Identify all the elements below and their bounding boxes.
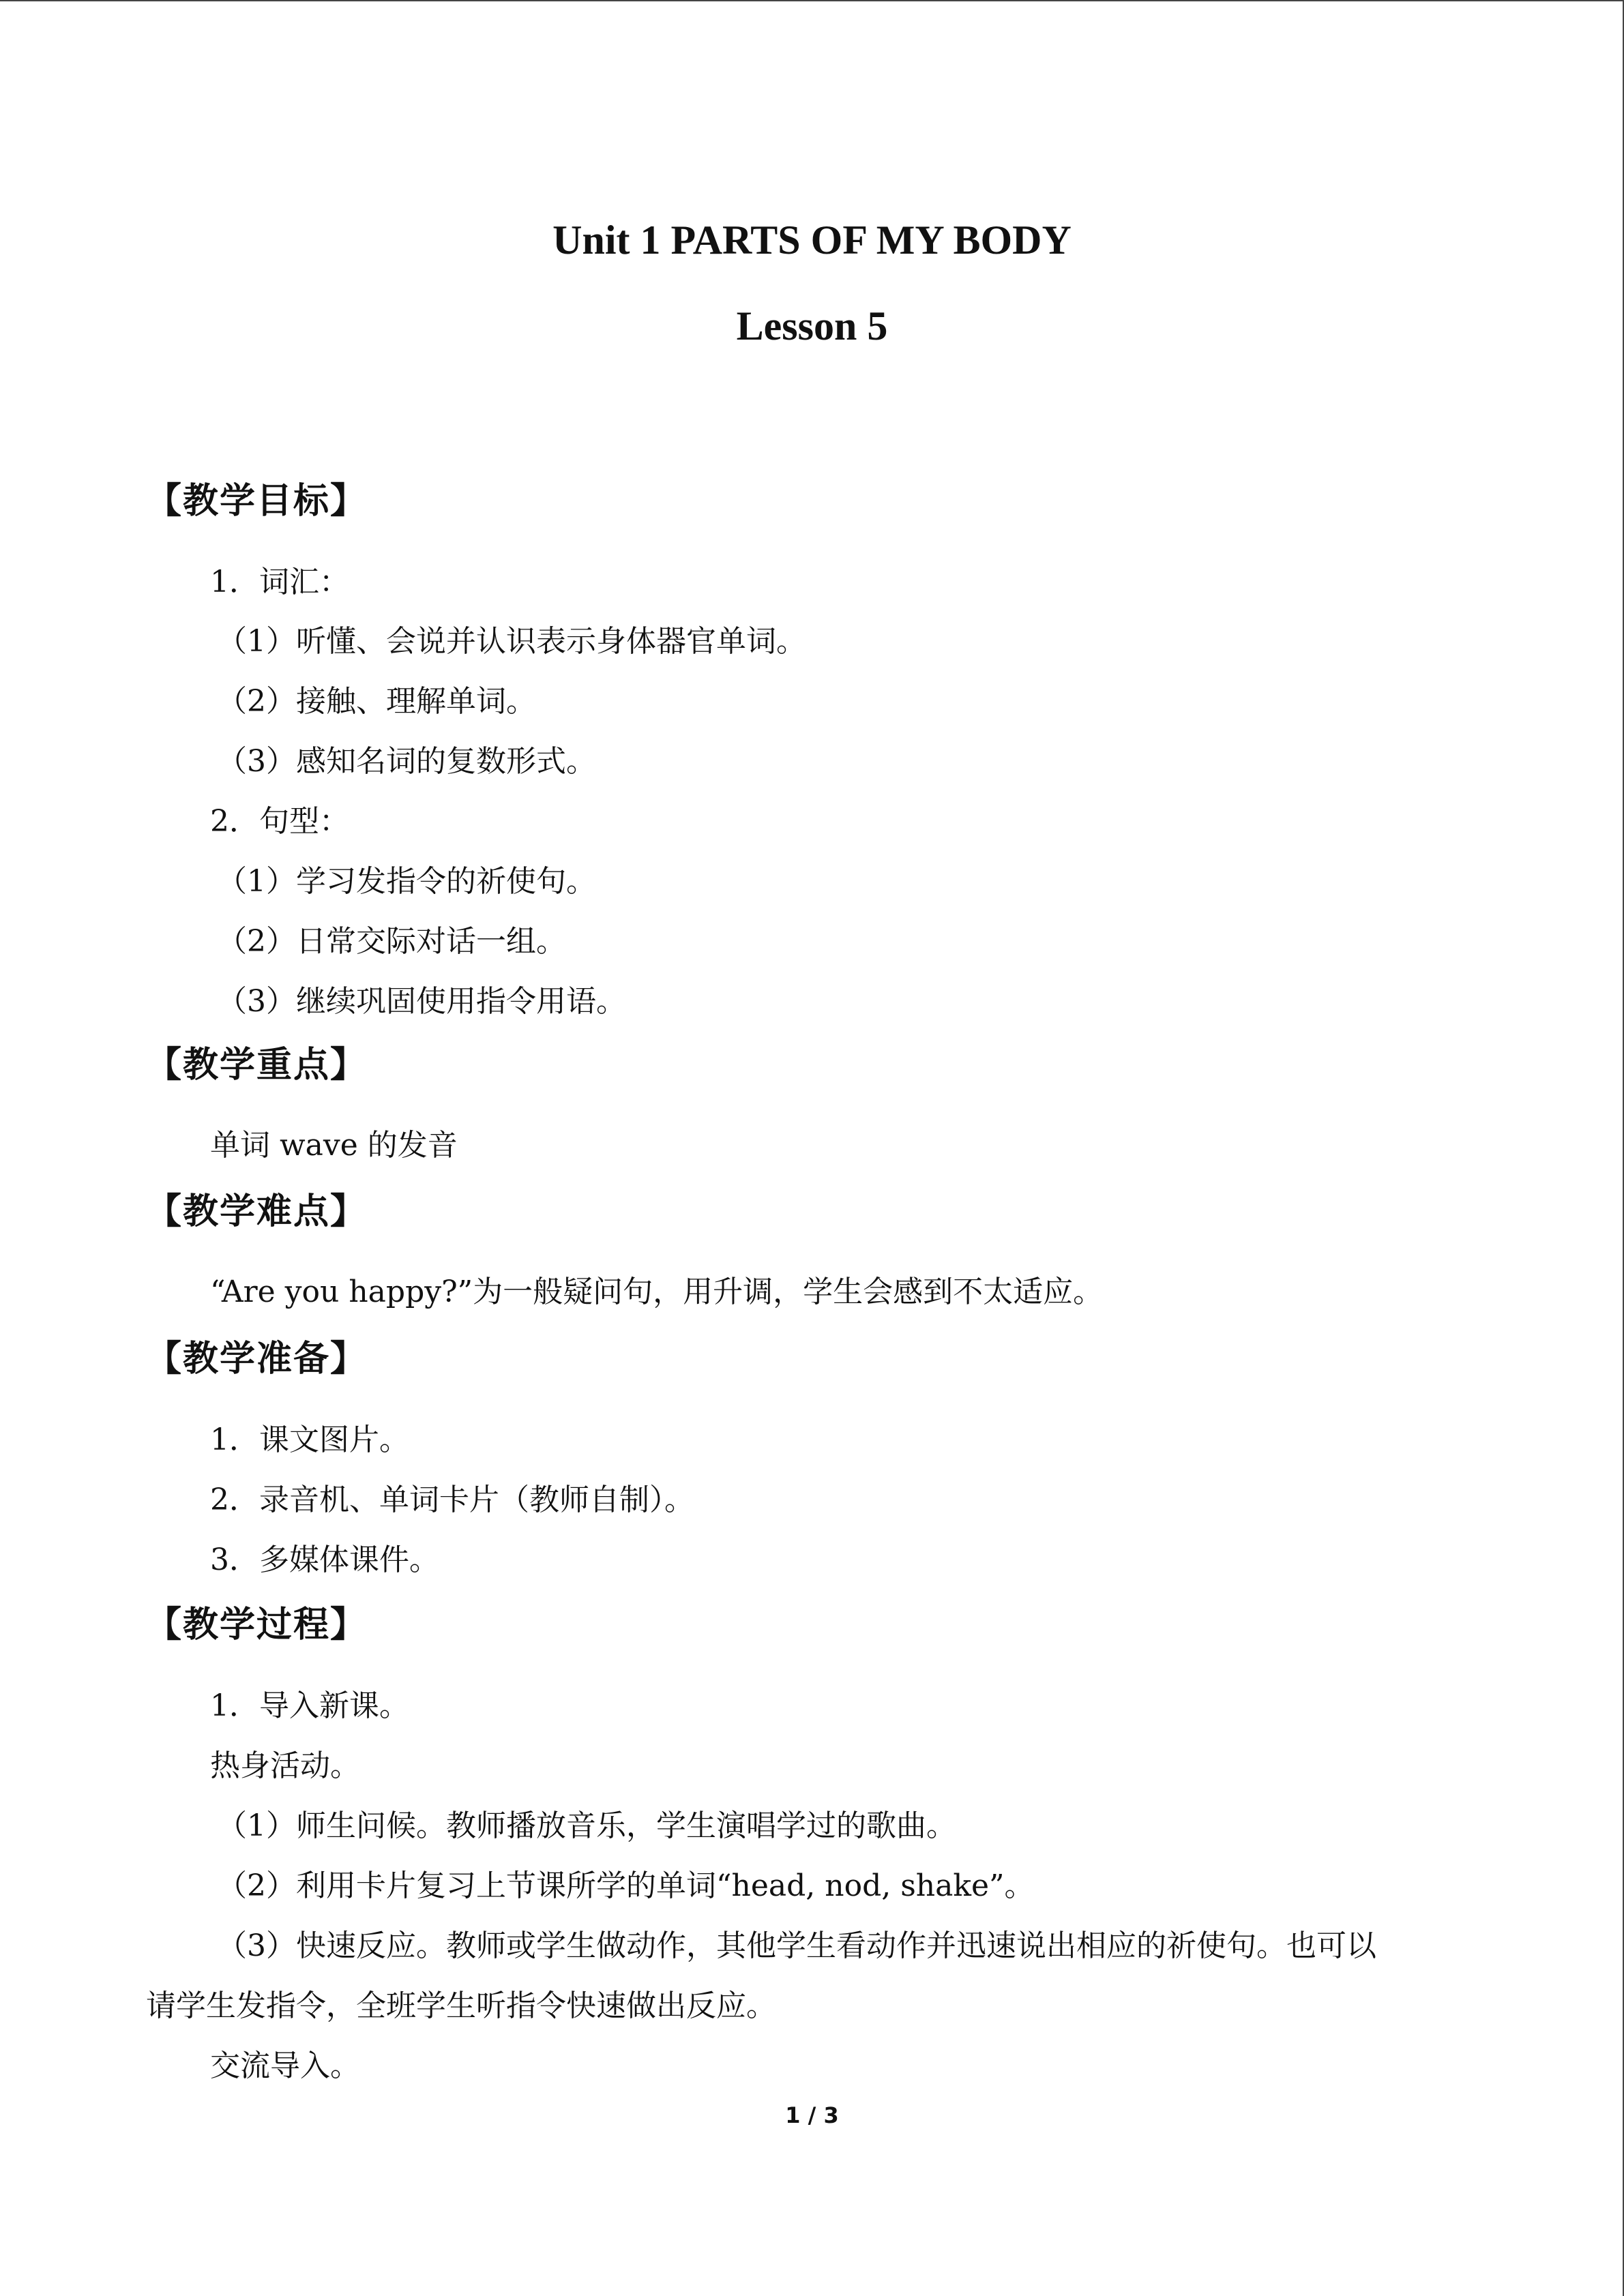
process-item: （1）师生问候。教师播放音乐，学生演唱学过的歌曲。 bbox=[217, 1808, 956, 1843]
process-item: 交流导入。 bbox=[210, 2048, 360, 2083]
objectives-item: （3）感知名词的复数形式。 bbox=[217, 744, 596, 779]
difficulties-heading: 【教学难点】 bbox=[146, 1191, 368, 1232]
difficulties-item: “Are you happy?”为一般疑问句，用升调，学生会感到不太适应。 bbox=[210, 1274, 1104, 1309]
process-item: （3）快速反应。教师或学生做动作，其他学生看动作并迅速说出相应的祈使句。也可以 bbox=[217, 1928, 1376, 1963]
process-item: 请学生发指令，全班学生听指令快速做出反应。 bbox=[146, 1988, 776, 2023]
key-points-item: 单词 wave 的发音 bbox=[210, 1128, 458, 1163]
objectives-item: （2）日常交际对话一组。 bbox=[217, 924, 566, 959]
process-item: （2）利用卡片复习上节课所学的单词“head, nod, shake”。 bbox=[217, 1868, 1035, 1903]
objectives-item: （1）听懂、会说并认识表示身体器官单词。 bbox=[217, 624, 806, 659]
objectives-item: 1．词汇： bbox=[210, 565, 349, 599]
objectives-item: 2．句型： bbox=[210, 804, 349, 839]
preparation-item: 1．课文图片。 bbox=[210, 1422, 409, 1457]
page-number: 1 / 3 bbox=[785, 2102, 839, 2128]
lesson-title: Lesson 5 bbox=[736, 303, 888, 348]
preparation-item: 3．多媒体课件。 bbox=[210, 1542, 439, 1577]
objectives-item: （3）继续巩固使用指令用语。 bbox=[217, 984, 626, 1019]
document-title: Unit 1 PARTS OF MY BODY bbox=[552, 218, 1072, 263]
preparation-heading: 【教学准备】 bbox=[146, 1339, 368, 1380]
key-points-heading: 【教学重点】 bbox=[146, 1045, 368, 1086]
objectives-item: （2）接触、理解单词。 bbox=[217, 684, 536, 719]
objectives-item: （1）学习发指令的祈使句。 bbox=[217, 864, 596, 899]
process-item: 1．导入新课。 bbox=[210, 1688, 409, 1723]
process-heading: 【教学过程】 bbox=[146, 1605, 368, 1645]
process-item: 热身活动。 bbox=[210, 1748, 360, 1783]
preparation-item: 2．录音机、单词卡片（教师自制）。 bbox=[210, 1482, 694, 1517]
objectives-heading: 【教学目标】 bbox=[146, 481, 368, 522]
